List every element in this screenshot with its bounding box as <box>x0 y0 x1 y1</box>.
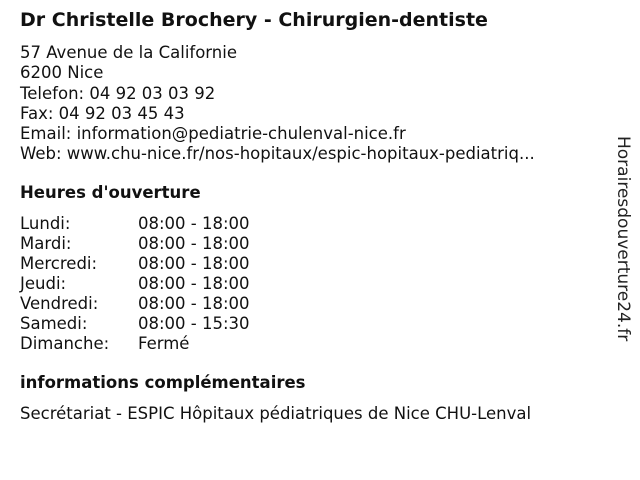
site-watermark: Horairesdouverture24.fr <box>613 136 633 342</box>
info-heading: informations complémentaires <box>20 373 306 392</box>
page-title: Dr Christelle Brochery - Chirurgien-dentiste <box>20 9 488 31</box>
street-address: 57 Avenue de la Californie <box>20 43 237 62</box>
hours-row <box>20 314 250 334</box>
info-text: Secrétariat - ESPIC Hôpitaux pédiatriques de Nice CHU-Lenval <box>20 404 532 423</box>
hours-row <box>20 254 250 274</box>
time-value: 08:00 - 18:00 <box>138 234 250 253</box>
fax-number: Fax: 04 92 03 45 43 <box>20 103 185 123</box>
website: Web: www.chu-nice.fr/nos-hopitaux/espic-hopitaux-pediatriq... <box>20 144 535 164</box>
day-label: Vendredi: <box>20 294 99 313</box>
time-value: Fermé <box>138 334 190 353</box>
day-label: Dimanche: <box>20 334 110 353</box>
day-label: Mercredi: <box>20 254 98 273</box>
time-value: 08:00 - 18:00 <box>138 214 250 233</box>
day-label: Lundi: <box>20 214 71 233</box>
time-value: 08:00 - 18:00 <box>138 254 250 273</box>
phone-number: Telefon: 04 92 03 03 92 <box>20 83 216 103</box>
time-value: 08:00 - 18:00 <box>138 274 250 293</box>
hours-heading: Heures d'ouverture <box>20 183 201 202</box>
hours-row <box>20 334 250 354</box>
day-label: Mardi: <box>20 234 72 253</box>
hours-row <box>20 294 250 314</box>
time-value: 08:00 - 15:30 <box>138 314 250 333</box>
day-label: Samedi: <box>20 314 88 333</box>
hours-table <box>20 214 250 354</box>
email-address: Email: information@pediatrie-chulenval-nice.fr <box>20 124 406 144</box>
day-label: Jeudi: <box>20 274 67 293</box>
hours-row <box>20 274 250 294</box>
city: 6200 Nice <box>20 63 104 83</box>
hours-row <box>20 234 250 254</box>
hours-row <box>20 214 250 234</box>
contact-info <box>20 43 535 165</box>
time-value: 08:00 - 18:00 <box>138 294 250 313</box>
